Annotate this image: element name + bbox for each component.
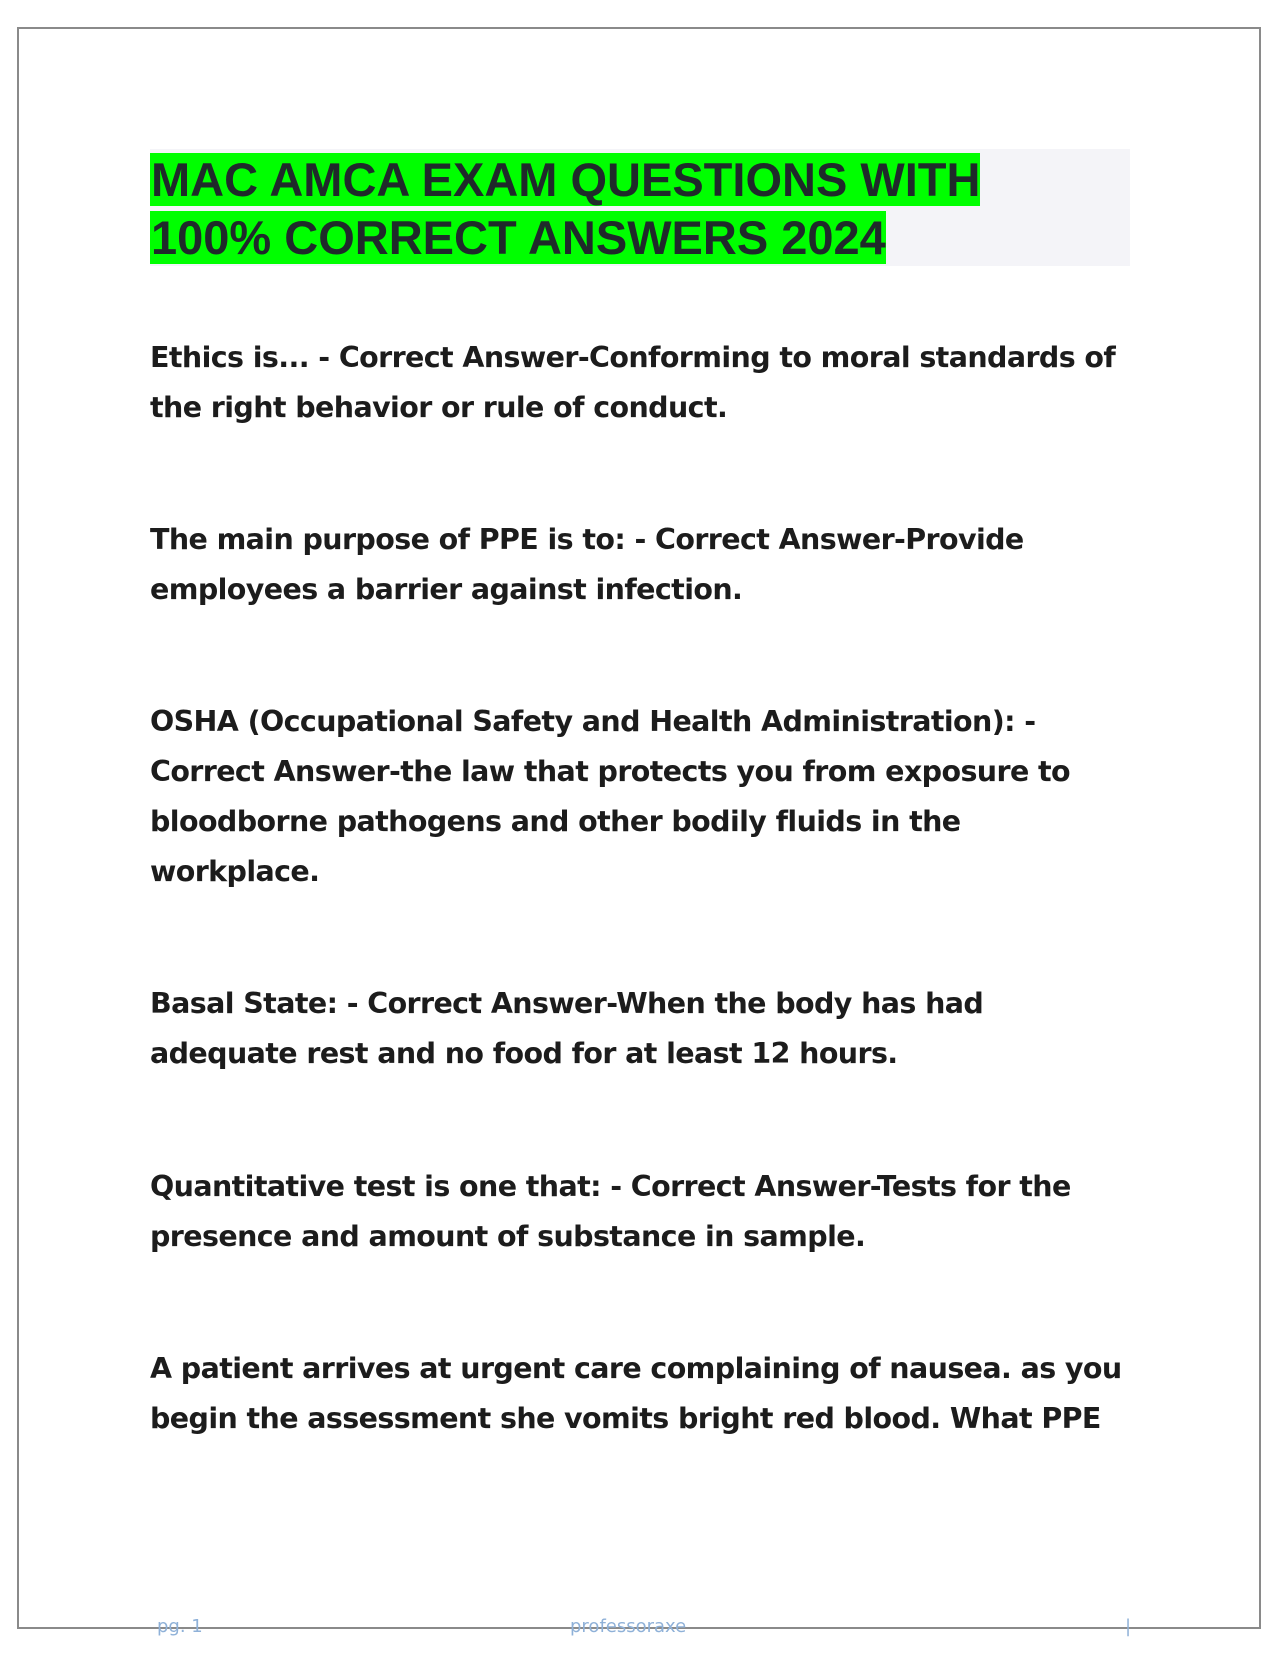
qa-line: employees a barrier against infection.	[150, 573, 743, 606]
qa-entry-urgent-care	[150, 1344, 1135, 1444]
qa-line: workplace.	[150, 855, 320, 888]
qa-entry-quantitative-test	[150, 1162, 1135, 1262]
document-title-line-2: 100% CORRECT ANSWERS 2024	[151, 211, 886, 264]
document-title-line-1: MAC AMCA EXAM QUESTIONS WITH	[151, 153, 981, 206]
qa-line: OSHA (Occupational Safety and Health Administration): -	[150, 705, 1036, 738]
qa-line: bloodborne pathogens and other bodily fluids in the	[150, 805, 961, 838]
qa-line: begin the assessment she vomits bright red blood. What PPE	[150, 1402, 1101, 1435]
qa-line: A patient arrives at urgent care complaining of nausea. as you	[150, 1352, 1122, 1385]
qa-line: the right behavior or rule of conduct.	[150, 391, 728, 424]
footer-page-number: pg. 1	[157, 1616, 203, 1637]
footer-right-mark: |	[1125, 1616, 1132, 1637]
qa-line: Ethics is... - Correct Answer-Conforming to moral standards of	[150, 341, 1116, 374]
footer-author: professoraxe	[570, 1616, 687, 1637]
qa-entry-basal-state	[150, 979, 1135, 1079]
qa-entry-ppe	[150, 515, 1135, 615]
qa-line: adequate rest and no food for at least 12 hours.	[150, 1037, 898, 1070]
qa-line: The main purpose of PPE is to: - Correct Answer-Provide	[150, 523, 1024, 556]
qa-entry-osha	[150, 697, 1135, 897]
qa-line: Basal State: - Correct Answer-When the body has had	[150, 987, 984, 1020]
qa-line: Correct Answer-the law that protects you from exposure to	[150, 755, 1071, 788]
qa-line: Quantitative test is one that: - Correct Answer-Tests for the	[150, 1170, 1071, 1203]
qa-line: presence and amount of substance in sample.	[150, 1220, 866, 1253]
qa-entry-ethics	[150, 333, 1135, 433]
